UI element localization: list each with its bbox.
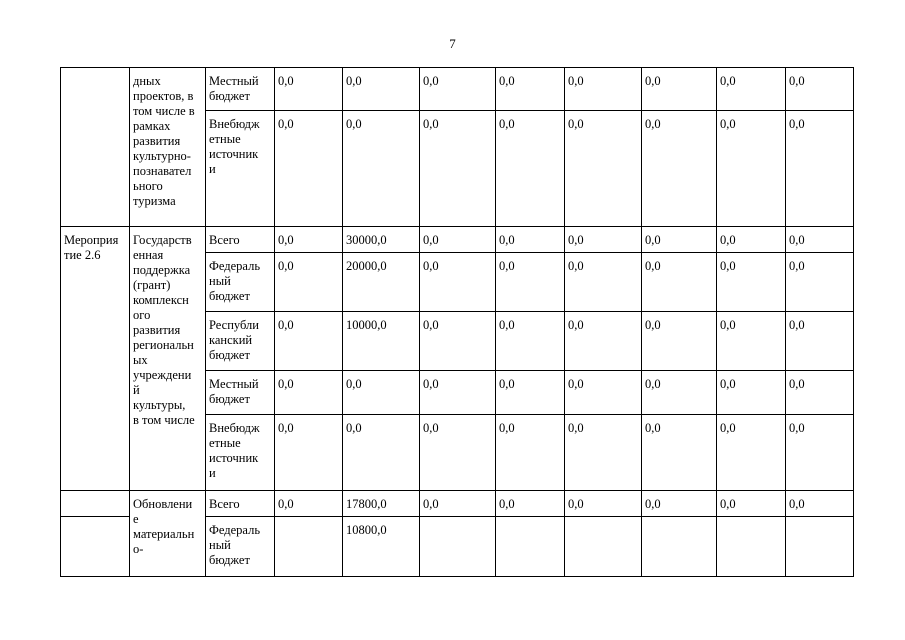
value-cell: 0,0 [786,415,854,491]
value-cell: 0,0 [642,227,717,253]
measure-cell [61,491,130,517]
value-cell: 0,0 [343,371,420,415]
value-cell: 0,0 [496,111,565,227]
activity-name: дных проектов, в том числе в рамках развития культурно- познавател ьного туризма [133,74,195,208]
measure-cell [61,68,130,227]
value-cell: 0,0 [275,312,343,371]
value-cell: 0,0 [565,415,642,491]
value-cell: 0,0 [717,312,786,371]
measure-cell [61,227,130,491]
value-cell: 0,0 [496,253,565,312]
activity-name-cell [130,68,206,227]
value-cell: 0,0 [565,253,642,312]
source-label: Внебюдж етные источник и [209,117,260,176]
value-cell: 0,0 [496,415,565,491]
value-cell: 0,0 [786,111,854,227]
budget-table [60,67,854,577]
value-cell: 0,0 [420,111,496,227]
source-cell [206,491,275,517]
value-cell [786,517,854,577]
value-cell: 0,0 [420,371,496,415]
source-label: Федераль ный бюджет [209,523,261,567]
value-cell: 30000,0 [343,227,420,253]
source-cell [206,312,275,371]
value-cell: 0,0 [642,371,717,415]
value-cell: 0,0 [642,253,717,312]
value-cell: 0,0 [496,371,565,415]
source-cell [206,111,275,227]
value-cell: 0,0 [717,491,786,517]
value-cell: 0,0 [420,415,496,491]
table-row [61,227,854,253]
value-cell: 0,0 [642,312,717,371]
value-cell: 0,0 [420,253,496,312]
value-cell: 0,0 [275,111,343,227]
value-cell: 0,0 [786,68,854,111]
value-cell: 0,0 [420,227,496,253]
activity-name-cell [130,491,206,577]
value-cell: 0,0 [717,111,786,227]
table-row [61,68,854,111]
source-label: Республи канский бюджет [209,318,259,362]
value-cell: 0,0 [420,491,496,517]
source-label: Федераль ный бюджет [209,259,261,303]
activity-name: Обновлени е материальн о- [133,497,195,556]
source-label: Всего [209,497,240,511]
value-cell: 17800,0 [343,491,420,517]
value-cell [717,517,786,577]
activity-name: Государств енная поддержка (грант) комплексн ого развития региональн ых учреждени й культуры, в том числе [133,233,195,427]
value-cell: 0,0 [642,491,717,517]
measure-label: Мероприя тие 2.6 [64,233,119,262]
value-cell: 10000,0 [343,312,420,371]
value-cell: 0,0 [786,227,854,253]
value-cell: 0,0 [717,415,786,491]
value-cell: 0,0 [565,371,642,415]
value-cell: 0,0 [343,111,420,227]
source-cell [206,68,275,111]
source-label: Местный бюджет [209,377,259,406]
activity-name-cell [130,227,206,491]
value-cell: 0,0 [420,312,496,371]
value-cell: 0,0 [786,491,854,517]
value-cell: 0,0 [343,68,420,111]
source-label: Всего [209,233,240,247]
value-cell: 0,0 [275,415,343,491]
source-cell [206,371,275,415]
value-cell: 0,0 [496,68,565,111]
value-cell: 0,0 [642,415,717,491]
source-cell [206,517,275,577]
value-cell: 0,0 [565,68,642,111]
value-cell: 10800,0 [343,517,420,577]
value-cell [496,517,565,577]
value-cell: 0,0 [343,415,420,491]
value-cell: 0,0 [642,111,717,227]
value-cell: 0,0 [420,68,496,111]
value-cell: 0,0 [786,312,854,371]
source-cell [206,253,275,312]
source-cell [206,227,275,253]
value-cell: 0,0 [496,227,565,253]
value-cell: 0,0 [565,491,642,517]
value-cell: 0,0 [786,253,854,312]
value-cell [420,517,496,577]
value-cell: 0,0 [717,227,786,253]
table-row [61,491,854,517]
value-cell [565,517,642,577]
value-cell: 0,0 [275,491,343,517]
value-cell: 0,0 [786,371,854,415]
value-cell: 0,0 [565,227,642,253]
source-cell [206,415,275,491]
measure-cell [61,517,130,577]
value-cell: 0,0 [275,371,343,415]
value-cell: 0,0 [275,253,343,312]
source-label: Внебюдж етные источник и [209,421,260,480]
value-cell: 0,0 [717,371,786,415]
value-cell [275,517,343,577]
value-cell: 0,0 [717,253,786,312]
value-cell: 0,0 [565,312,642,371]
value-cell: 0,0 [642,68,717,111]
source-label: Местный бюджет [209,74,259,103]
value-cell: 0,0 [275,68,343,111]
value-cell: 0,0 [717,68,786,111]
value-cell [642,517,717,577]
value-cell: 0,0 [496,312,565,371]
value-cell: 20000,0 [343,253,420,312]
value-cell: 0,0 [496,491,565,517]
value-cell: 0,0 [565,111,642,227]
page-number: 7 [449,36,456,51]
value-cell: 0,0 [275,227,343,253]
